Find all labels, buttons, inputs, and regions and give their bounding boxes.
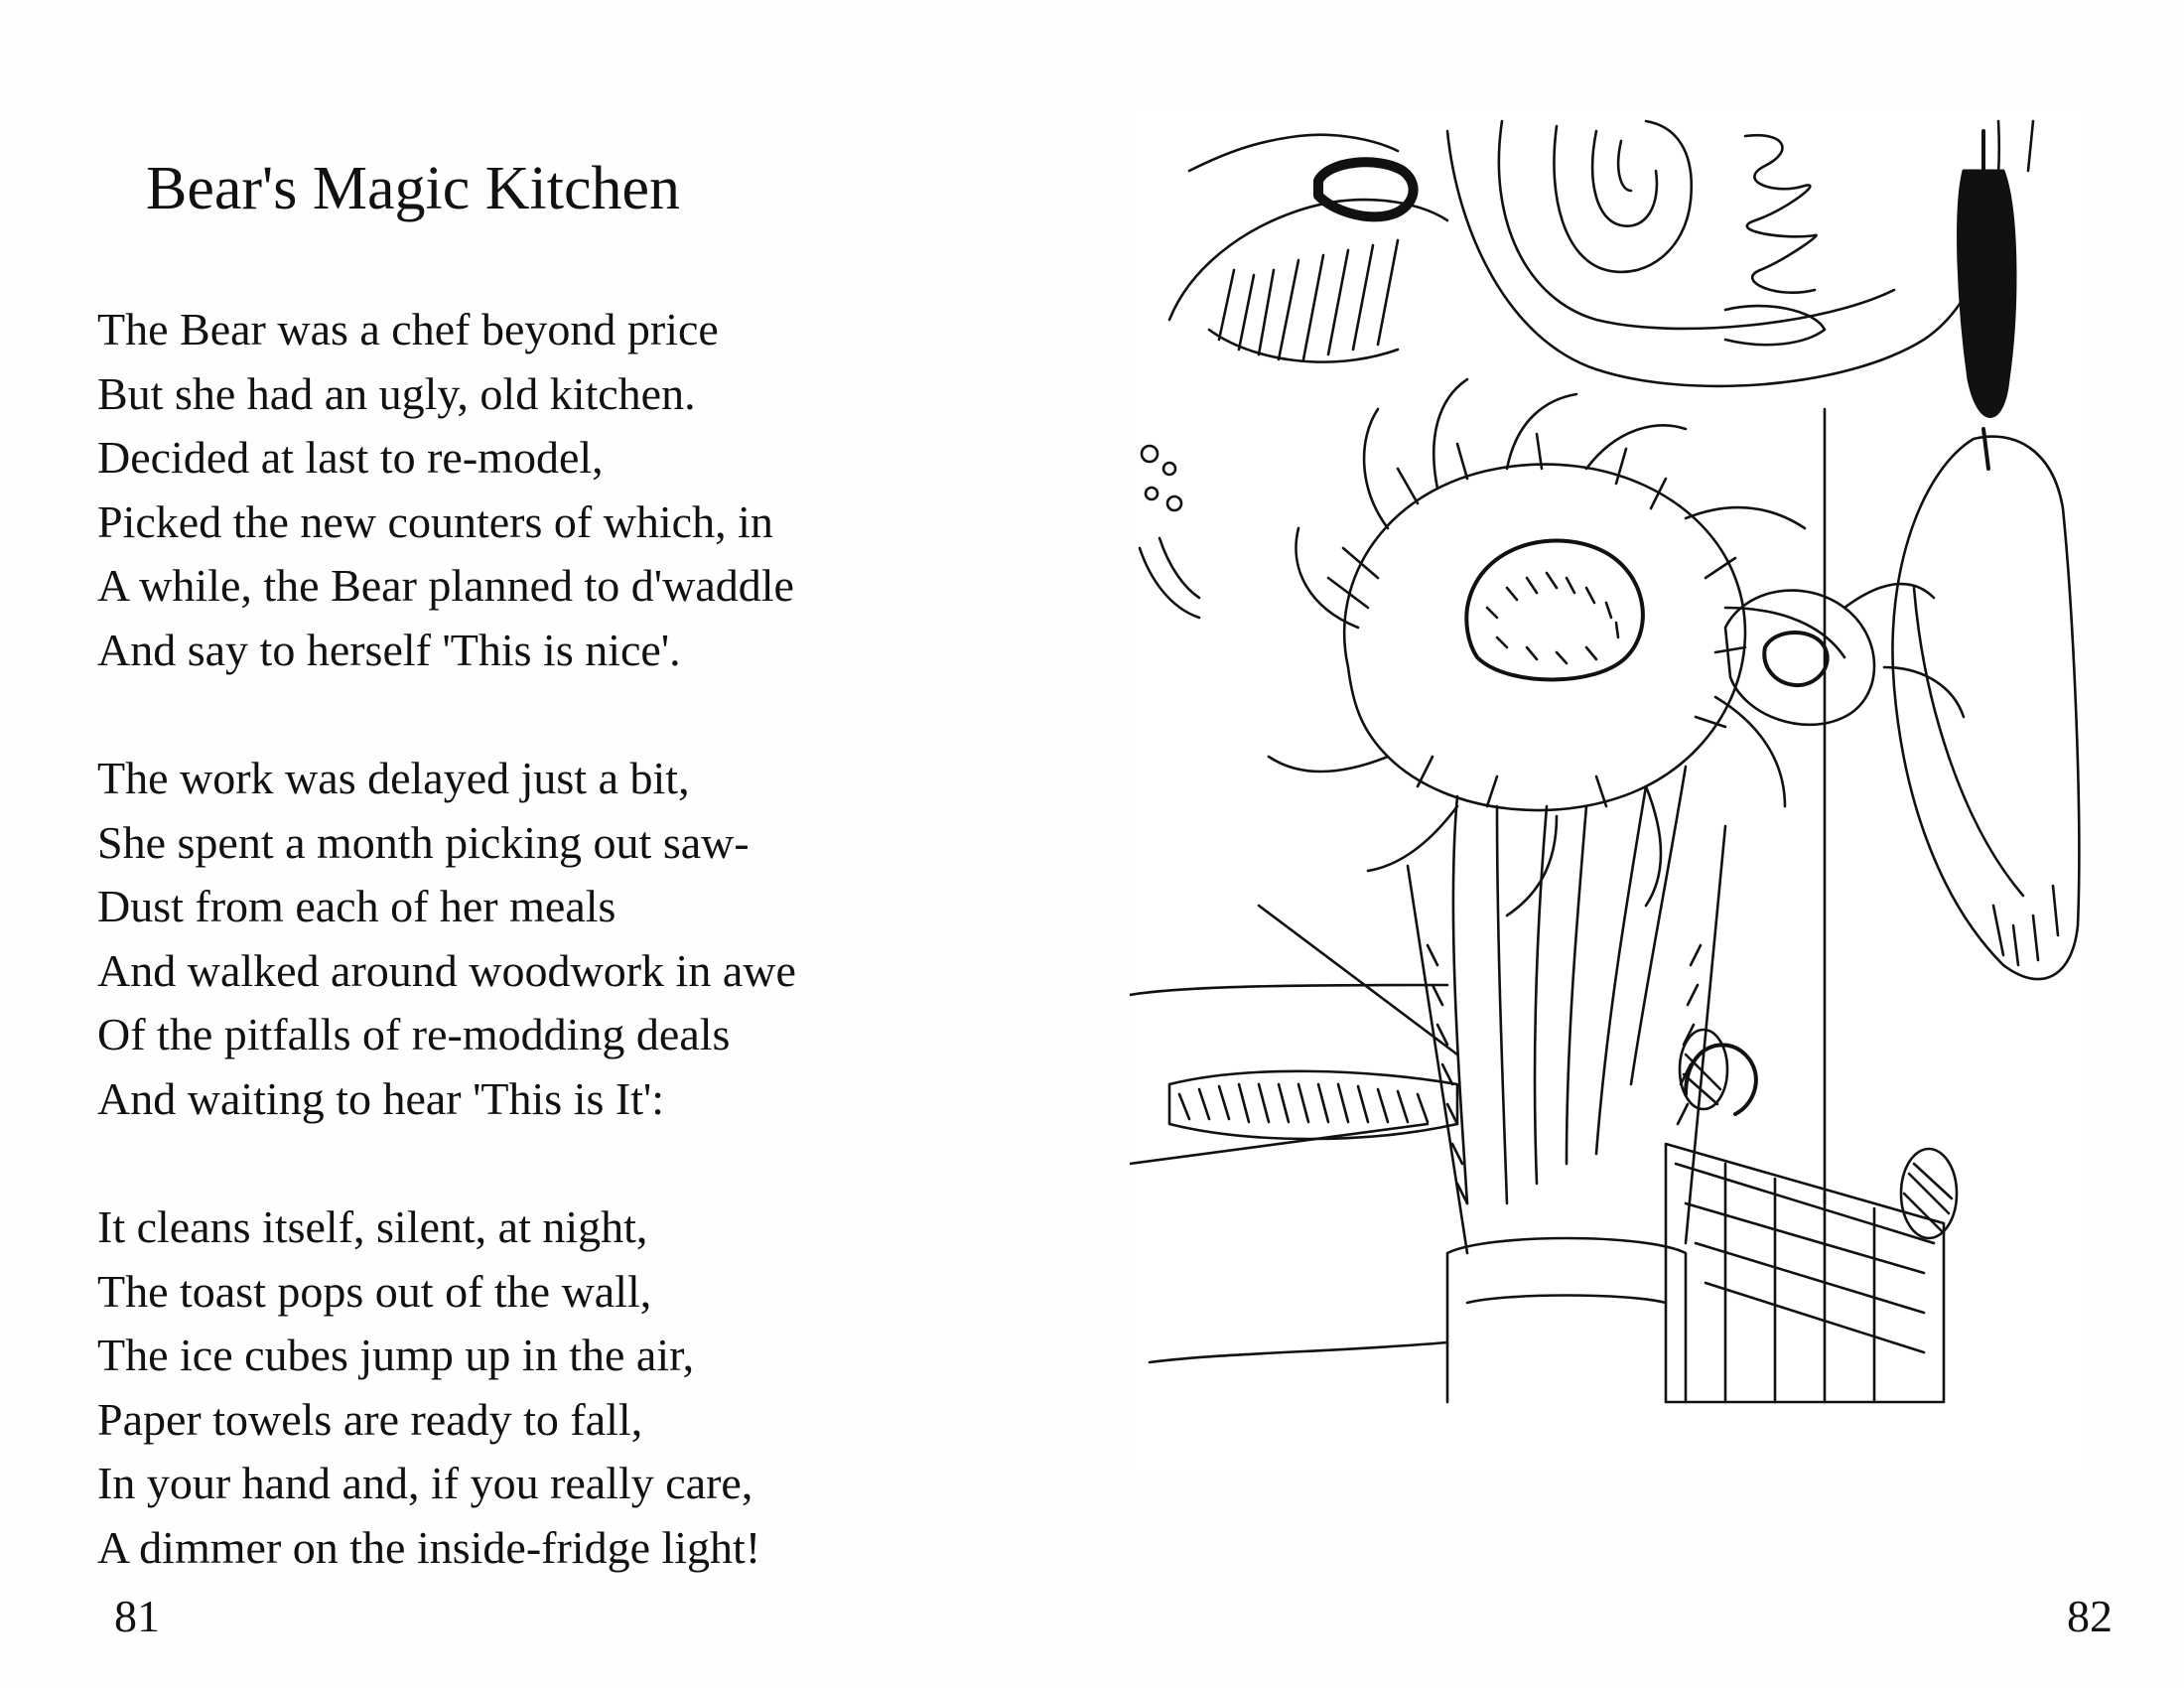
stanza-1 [97,298,796,682]
poem-line: It cleans itself, silent, at night, [97,1201,648,1252]
poem-line: Of the pitfalls of re-modding deals [97,1009,731,1059]
poem-line: In your hand and, if you really care, [97,1458,753,1508]
poem-line: She spent a month picking out saw- [97,816,750,868]
poem-line: Dust from each of her meals [97,881,616,931]
stanza-3 [97,1196,796,1580]
sunflower-kitchen-sketch-icon [1130,111,2085,1470]
poem-title: Bear's Magic Kitchen [146,155,680,222]
stanza-2 [97,747,796,1131]
poem-line: And say to herself 'This is nice'. [97,624,681,675]
poem-line: The ice cubes jump up in the air, [97,1330,695,1380]
poem-line: Picked the new counters of which, in [97,495,773,547]
poem-line: A dimmer on the inside-fridge light! [97,1521,761,1573]
poem-line: The toast pops out of the wall, [97,1265,652,1317]
poem-line: The Bear was a chef beyond price [97,304,719,354]
page-number-right: 82 [2067,1591,2113,1641]
poem-body [97,298,796,1644]
poem-line: Decided at last to re-model, [97,432,604,483]
page-number-left: 81 [114,1591,160,1641]
poem-line: And waiting to hear 'This is It': [97,1072,665,1124]
poem-line: The work was delayed just a bit, [97,753,690,803]
poem-line: Paper towels are ready to fall, [97,1393,643,1445]
poem-line: A while, the Bear planned to d'waddle [97,560,794,611]
poem-line: But she had an ugly, old kitchen. [97,367,696,419]
poem-line: And walked around woodwork in awe [97,944,796,996]
